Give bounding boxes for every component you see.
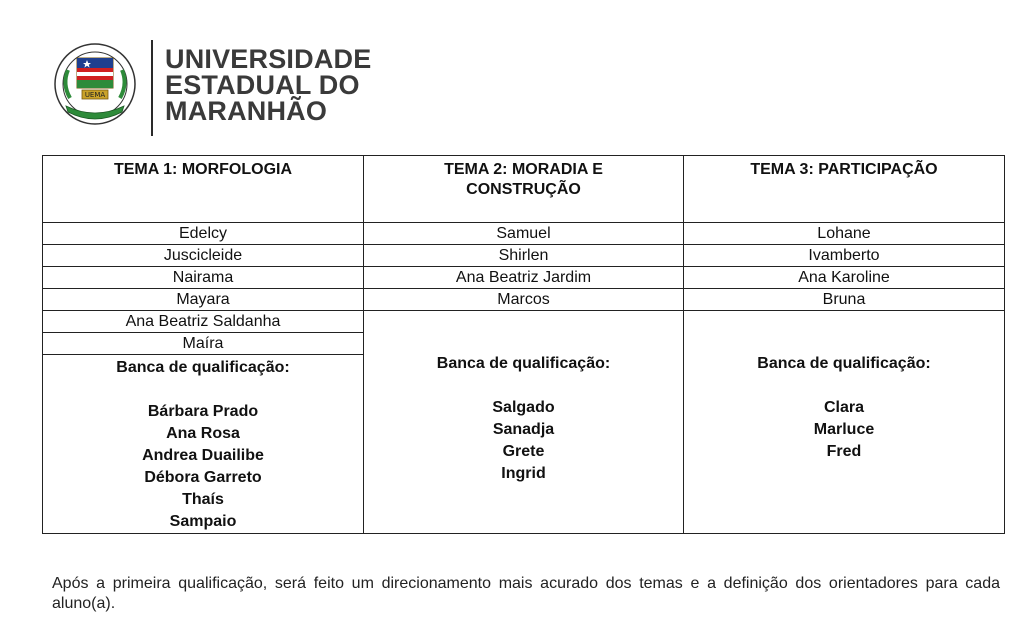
table-row [43, 245, 1005, 267]
tema-1-banca-member: Andrea Duailibe [142, 447, 264, 464]
tema-2-banca-member: Salgado [492, 399, 555, 416]
tema-3-banca-member: Fred [826, 443, 862, 460]
header-divider [151, 40, 153, 136]
tema-2-student: Marcos [364, 289, 684, 311]
tema-3-student: Bruna [684, 289, 1005, 311]
tema-1-student: Nairama [43, 267, 364, 289]
tema-1-student: Mayara [43, 289, 364, 311]
tema-1-header: TEMA 1: MORFOLOGIA [43, 156, 364, 223]
document-header [52, 30, 372, 142]
tema-3-banca-member: Marluce [813, 421, 875, 438]
themes-table [42, 155, 1005, 534]
table-row [43, 267, 1005, 289]
tema-1-banca-member: Bárbara Prado [147, 403, 259, 420]
tema-3-banca-title: Banca de qualificação: [757, 355, 931, 372]
tema-1-banca-member: Ana Rosa [166, 425, 240, 442]
university-name-line-2: ESTADUAL DO [165, 70, 360, 100]
tema-3-student: Ivamberto [684, 245, 1005, 267]
tema-1-banca-cell [43, 355, 364, 534]
footer-paragraph: Após a primeira qualificação, será feito um direcionamento mais acurado dos temas e a definição dos orientadores para cada aluno(a). [52, 575, 1000, 612]
tema-1-student: Edelcy [43, 223, 364, 245]
university-name-line-1: UNIVERSIDADE [165, 44, 372, 74]
tema-2-student: Shirlen [364, 245, 684, 267]
tema-1-student: Ana Beatriz Saldanha [43, 311, 364, 333]
tema-1-student: Juscicleide [43, 245, 364, 267]
tema-1-banca-member: Thaís [182, 491, 224, 508]
tema-3-header: TEMA 3: PARTICIPAÇÃO [684, 156, 1005, 223]
tema-2-banca-member: Ingrid [501, 465, 546, 482]
tema-3-banca-member: Clara [823, 399, 865, 416]
tema-2-banca-title: Banca de qualificação: [436, 355, 611, 372]
tema-2-banca-member: Grete [502, 443, 545, 460]
tema-2-header-text: TEMA 2: MORADIA E CONSTRUÇÃO [444, 161, 603, 198]
university-name [165, 46, 371, 124]
table-row [43, 289, 1005, 311]
university-name-line-3: MARANHÃO [165, 96, 328, 126]
tema-2-student: Samuel [364, 223, 684, 245]
tema-1-banca-member: Sampaio [169, 513, 237, 530]
tema-1-banca-title: Banca de qualificação: [116, 359, 290, 376]
tema-1-banca-member: Débora Garreto [144, 469, 262, 486]
tema-3-banca-cell [684, 311, 1005, 534]
tema-2-banca-member: Sanadja [492, 421, 555, 438]
seal-banner-text: UEMA [84, 91, 106, 99]
tema-2-banca-cell [364, 311, 684, 534]
tema-3-student: Ana Karoline [684, 267, 1005, 289]
table-header-row [43, 156, 1005, 223]
tema-2-header [364, 156, 684, 223]
tema-3-student: Lohane [684, 223, 1005, 245]
table-row [43, 311, 1005, 333]
tema-1-student: Maíra [43, 333, 364, 355]
tema-2-student: Ana Beatriz Jardim [364, 267, 684, 289]
table-row [43, 223, 1005, 245]
university-seal-logo [52, 36, 138, 136]
